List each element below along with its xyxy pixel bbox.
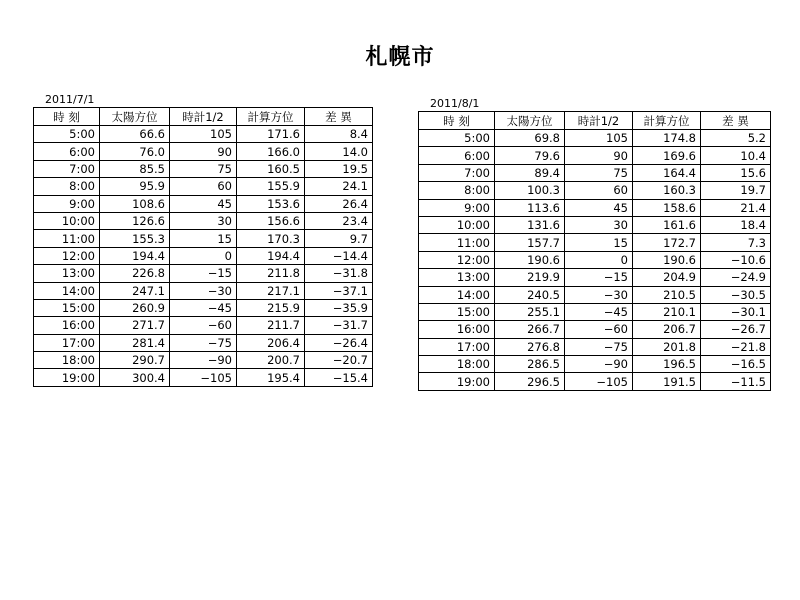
cell-sun-azimuth: 290.7 — [100, 352, 170, 369]
cell-calc-azimuth: 161.6 — [633, 216, 701, 233]
cell-clock-half: 15 — [170, 230, 237, 247]
cell-calc-azimuth: 204.9 — [633, 269, 701, 286]
cell-calc-azimuth: 194.4 — [237, 247, 305, 264]
cell-time: 5:00 — [419, 130, 495, 147]
column-header-sun-azimuth: 太陽方位 — [495, 112, 565, 130]
cell-clock-half: −45 — [170, 299, 237, 316]
cell-clock-half: 90 — [565, 147, 633, 164]
cell-difference: 14.0 — [305, 143, 373, 160]
cell-difference: −26.4 — [305, 334, 373, 351]
cell-clock-half: −75 — [170, 334, 237, 351]
cell-sun-azimuth: 281.4 — [100, 334, 170, 351]
table-row — [34, 317, 373, 334]
cell-difference: −11.5 — [701, 373, 771, 390]
table-row — [34, 160, 373, 177]
cell-clock-half: −75 — [565, 338, 633, 355]
cell-sun-azimuth: 286.5 — [495, 356, 565, 373]
cell-clock-half: 45 — [565, 199, 633, 216]
cell-clock-half: −105 — [565, 373, 633, 390]
data-table — [33, 107, 373, 387]
cell-clock-half: 75 — [170, 160, 237, 177]
column-header-difference: 差 異 — [305, 108, 373, 126]
column-header-sun-azimuth: 太陽方位 — [100, 108, 170, 126]
cell-sun-azimuth: 131.6 — [495, 216, 565, 233]
cell-difference: −16.5 — [701, 356, 771, 373]
table-row — [34, 126, 373, 143]
cell-calc-azimuth: 160.5 — [237, 160, 305, 177]
cell-calc-azimuth: 217.1 — [237, 282, 305, 299]
date-label: 2011/8/1 — [430, 97, 480, 110]
column-header-time: 時 刻 — [419, 112, 495, 130]
cell-time: 6:00 — [419, 147, 495, 164]
table-row — [34, 369, 373, 386]
cell-time: 7:00 — [419, 164, 495, 181]
cell-difference: −30.5 — [701, 286, 771, 303]
table-row — [419, 303, 771, 320]
cell-sun-azimuth: 219.9 — [495, 269, 565, 286]
cell-calc-azimuth: 155.9 — [237, 178, 305, 195]
cell-difference: 21.4 — [701, 199, 771, 216]
cell-difference: −35.9 — [305, 299, 373, 316]
cell-calc-azimuth: 170.3 — [237, 230, 305, 247]
cell-time: 8:00 — [34, 178, 100, 195]
cell-sun-azimuth: 95.9 — [100, 178, 170, 195]
cell-difference: −20.7 — [305, 352, 373, 369]
date-label: 2011/7/1 — [45, 93, 95, 106]
cell-difference: 26.4 — [305, 195, 373, 212]
cell-sun-azimuth: 276.8 — [495, 338, 565, 355]
table-row — [34, 143, 373, 160]
cell-calc-azimuth: 211.8 — [237, 265, 305, 282]
cell-clock-half: −30 — [170, 282, 237, 299]
cell-calc-azimuth: 158.6 — [633, 199, 701, 216]
cell-sun-azimuth: 76.0 — [100, 143, 170, 160]
table-row — [419, 130, 771, 147]
cell-time: 11:00 — [34, 230, 100, 247]
cell-sun-azimuth: 113.6 — [495, 199, 565, 216]
table-row — [34, 247, 373, 264]
cell-calc-azimuth: 206.7 — [633, 321, 701, 338]
cell-difference: 5.2 — [701, 130, 771, 147]
cell-clock-half: 30 — [170, 212, 237, 229]
table-row — [419, 356, 771, 373]
cell-calc-azimuth: 171.6 — [237, 126, 305, 143]
cell-clock-half: −90 — [565, 356, 633, 373]
cell-clock-half: 30 — [565, 216, 633, 233]
cell-calc-azimuth: 160.3 — [633, 182, 701, 199]
cell-calc-azimuth: 169.6 — [633, 147, 701, 164]
cell-clock-half: 60 — [170, 178, 237, 195]
cell-time: 18:00 — [34, 352, 100, 369]
table-block-august — [418, 97, 771, 391]
cell-time: 17:00 — [34, 334, 100, 351]
cell-calc-azimuth: 200.7 — [237, 352, 305, 369]
cell-calc-azimuth: 211.7 — [237, 317, 305, 334]
cell-clock-half: −105 — [170, 369, 237, 386]
cell-difference: −37.1 — [305, 282, 373, 299]
cell-difference: −31.7 — [305, 317, 373, 334]
column-header-calc-azimuth: 計算方位 — [633, 112, 701, 130]
table-row — [34, 299, 373, 316]
header-row — [34, 108, 373, 126]
cell-calc-azimuth: 190.6 — [633, 251, 701, 268]
table-row — [34, 282, 373, 299]
table-row — [34, 352, 373, 369]
cell-difference: −31.8 — [305, 265, 373, 282]
cell-difference: −15.4 — [305, 369, 373, 386]
table-row — [34, 178, 373, 195]
table-body — [34, 126, 373, 387]
cell-time: 11:00 — [419, 234, 495, 251]
cell-time: 9:00 — [34, 195, 100, 212]
cell-clock-half: 15 — [565, 234, 633, 251]
table-row — [419, 286, 771, 303]
table-body — [419, 130, 771, 391]
cell-clock-half: 90 — [170, 143, 237, 160]
cell-clock-half: −60 — [170, 317, 237, 334]
cell-clock-half: 105 — [565, 130, 633, 147]
cell-difference: 7.3 — [701, 234, 771, 251]
table-row — [34, 195, 373, 212]
cell-sun-azimuth: 247.1 — [100, 282, 170, 299]
cell-sun-azimuth: 226.8 — [100, 265, 170, 282]
cell-time: 14:00 — [419, 286, 495, 303]
cell-sun-azimuth: 260.9 — [100, 299, 170, 316]
table-row — [34, 265, 373, 282]
cell-calc-azimuth: 174.8 — [633, 130, 701, 147]
cell-difference: −26.7 — [701, 321, 771, 338]
cell-calc-azimuth: 195.4 — [237, 369, 305, 386]
cell-sun-azimuth: 155.3 — [100, 230, 170, 247]
cell-clock-half: 45 — [170, 195, 237, 212]
cell-calc-azimuth: 191.5 — [633, 373, 701, 390]
cell-time: 14:00 — [34, 282, 100, 299]
cell-calc-azimuth: 210.5 — [633, 286, 701, 303]
cell-time: 6:00 — [34, 143, 100, 160]
cell-time: 13:00 — [419, 269, 495, 286]
cell-difference: −30.1 — [701, 303, 771, 320]
cell-time: 9:00 — [419, 199, 495, 216]
table-row — [34, 230, 373, 247]
cell-time: 10:00 — [419, 216, 495, 233]
table-row — [419, 338, 771, 355]
cell-difference: 19.5 — [305, 160, 373, 177]
cell-time: 12:00 — [419, 251, 495, 268]
cell-clock-half: 60 — [565, 182, 633, 199]
cell-clock-half: 0 — [565, 251, 633, 268]
cell-sun-azimuth: 194.4 — [100, 247, 170, 264]
cell-sun-azimuth: 126.6 — [100, 212, 170, 229]
table-row — [419, 182, 771, 199]
cell-time: 10:00 — [34, 212, 100, 229]
table-row — [419, 269, 771, 286]
cell-sun-azimuth: 300.4 — [100, 369, 170, 386]
cell-time: 13:00 — [34, 265, 100, 282]
cell-difference: −24.9 — [701, 269, 771, 286]
table-row — [419, 321, 771, 338]
table-row — [34, 212, 373, 229]
cell-time: 19:00 — [34, 369, 100, 386]
cell-clock-half: −15 — [565, 269, 633, 286]
cell-difference: −14.4 — [305, 247, 373, 264]
table-row — [419, 234, 771, 251]
cell-sun-azimuth: 266.7 — [495, 321, 565, 338]
cell-sun-azimuth: 255.1 — [495, 303, 565, 320]
table-row — [419, 147, 771, 164]
cell-sun-azimuth: 66.6 — [100, 126, 170, 143]
cell-clock-half: −30 — [565, 286, 633, 303]
cell-clock-half: 0 — [170, 247, 237, 264]
cell-time: 15:00 — [34, 299, 100, 316]
cell-sun-azimuth: 296.5 — [495, 373, 565, 390]
cell-sun-azimuth: 100.3 — [495, 182, 565, 199]
cell-sun-azimuth: 69.8 — [495, 130, 565, 147]
cell-time: 19:00 — [419, 373, 495, 390]
cell-time: 16:00 — [34, 317, 100, 334]
cell-difference: 10.4 — [701, 147, 771, 164]
cell-time: 18:00 — [419, 356, 495, 373]
cell-difference: 19.7 — [701, 182, 771, 199]
table-row — [419, 199, 771, 216]
cell-sun-azimuth: 108.6 — [100, 195, 170, 212]
cell-calc-azimuth: 153.6 — [237, 195, 305, 212]
cell-time: 15:00 — [419, 303, 495, 320]
cell-clock-half: −60 — [565, 321, 633, 338]
table-row — [419, 373, 771, 390]
cell-calc-azimuth: 215.9 — [237, 299, 305, 316]
cell-time: 17:00 — [419, 338, 495, 355]
cell-sun-azimuth: 157.7 — [495, 234, 565, 251]
cell-calc-azimuth: 156.6 — [237, 212, 305, 229]
table-row — [34, 334, 373, 351]
cell-sun-azimuth: 79.6 — [495, 147, 565, 164]
table-row — [419, 164, 771, 181]
cell-calc-azimuth: 166.0 — [237, 143, 305, 160]
column-header-time: 時 刻 — [34, 108, 100, 126]
column-header-difference: 差 異 — [701, 112, 771, 130]
cell-calc-azimuth: 201.8 — [633, 338, 701, 355]
cell-sun-azimuth: 190.6 — [495, 251, 565, 268]
cell-difference: 18.4 — [701, 216, 771, 233]
cell-clock-half: 105 — [170, 126, 237, 143]
table-block-july — [33, 93, 373, 387]
table-row — [419, 216, 771, 233]
cell-difference: 23.4 — [305, 212, 373, 229]
cell-calc-azimuth: 210.1 — [633, 303, 701, 320]
cell-time: 12:00 — [34, 247, 100, 264]
data-table — [418, 111, 771, 391]
cell-calc-azimuth: 196.5 — [633, 356, 701, 373]
cell-sun-azimuth: 85.5 — [100, 160, 170, 177]
column-header-clock-half: 時計1/2 — [565, 112, 633, 130]
column-header-clock-half: 時計1/2 — [170, 108, 237, 126]
cell-difference: −10.6 — [701, 251, 771, 268]
cell-clock-half: −90 — [170, 352, 237, 369]
cell-time: 8:00 — [419, 182, 495, 199]
cell-difference: 8.4 — [305, 126, 373, 143]
cell-calc-azimuth: 206.4 — [237, 334, 305, 351]
column-header-calc-azimuth: 計算方位 — [237, 108, 305, 126]
cell-sun-azimuth: 240.5 — [495, 286, 565, 303]
cell-difference: 9.7 — [305, 230, 373, 247]
cell-calc-azimuth: 172.7 — [633, 234, 701, 251]
cell-sun-azimuth: 271.7 — [100, 317, 170, 334]
cell-clock-half: −45 — [565, 303, 633, 320]
cell-time: 5:00 — [34, 126, 100, 143]
cell-difference: 15.6 — [701, 164, 771, 181]
cell-clock-half: 75 — [565, 164, 633, 181]
cell-clock-half: −15 — [170, 265, 237, 282]
cell-calc-azimuth: 164.4 — [633, 164, 701, 181]
cell-time: 16:00 — [419, 321, 495, 338]
cell-difference: −21.8 — [701, 338, 771, 355]
cell-time: 7:00 — [34, 160, 100, 177]
header-row — [419, 112, 771, 130]
cell-sun-azimuth: 89.4 — [495, 164, 565, 181]
table-row — [419, 251, 771, 268]
page-title: 札幌市 — [365, 45, 435, 70]
cell-difference: 24.1 — [305, 178, 373, 195]
